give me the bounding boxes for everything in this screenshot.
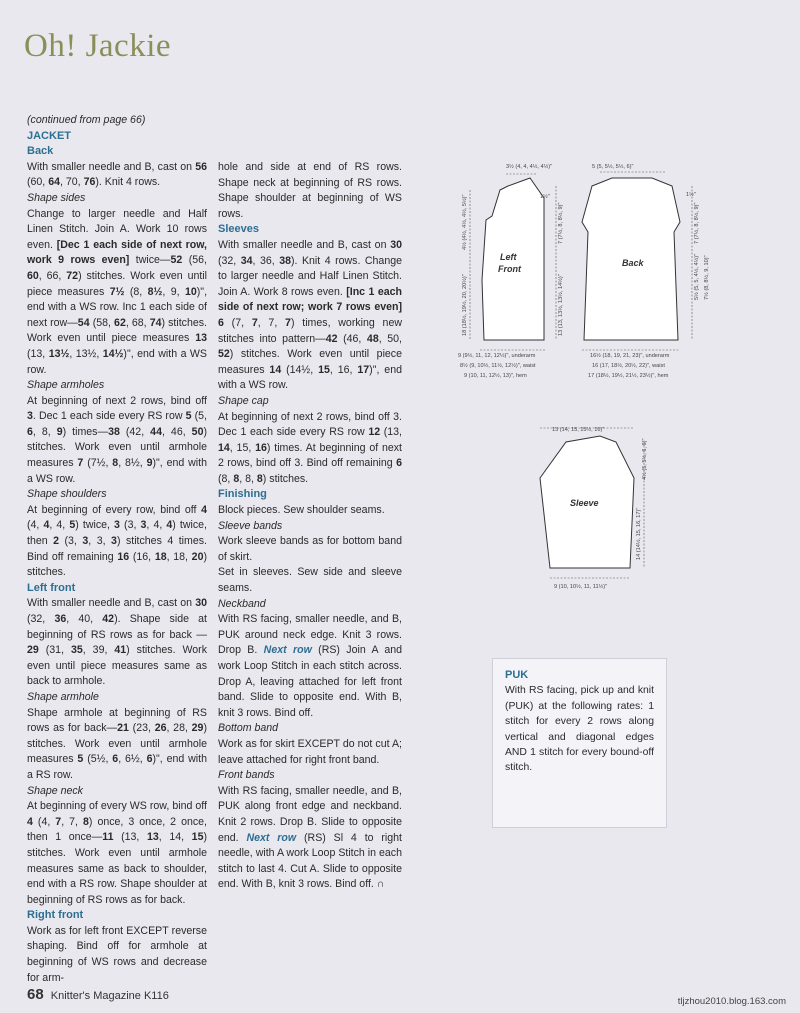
- watermark: tljzhou2010.blog.163.com: [677, 996, 786, 1007]
- bk-armhole-measure: 7 (7½, 8, 8½, 9)": [694, 202, 700, 244]
- lf-waist-measure: 8½ (9, 10½, 11½, 12½)", waist: [460, 363, 536, 369]
- section-heading-left-front: Left front: [27, 581, 76, 594]
- text-column-1: [27, 113, 207, 986]
- back-cast-on: With smaller needle and B, cast on 56 (60, 64, 70, 76). Knit 4 rows.: [27, 160, 207, 189]
- sv-length-measure: 14 (14½, 15, 16, 17)": [636, 507, 642, 560]
- puk-body: With RS facing, pick up and knit (PUK) at the following rates: 1 stitch for every 2 rows along vertical and diagonal edges AND 1 stitch for every bound-off stitch.: [505, 685, 654, 774]
- schematic-svg: [440, 150, 800, 610]
- section-heading-jacket: JACKET: [27, 129, 72, 142]
- front-bands-text: With RS facing, smaller needle, and B, PUK along front edge and neckband. Knit 2 rows. Drop B. Slide to opposite end. Next row (RS) Sl 4 to right needle, with A work Loop Stitch in each stitch to last 4. Cut A. Slide to opposite end. With B, knit 3 rows. Bind off. ∩: [218, 784, 402, 891]
- subheading-shape-armhole: Shape armhole: [27, 690, 99, 703]
- right-front-text: Work as for left front EXCEPT reverse shaping. Bind off for armhole at beginning of WS rows and decrease for arm-: [27, 924, 207, 984]
- sv-cap-measure: 4½ (5, 5½, 6, 6)": [642, 438, 648, 480]
- sv-bottom-measure: 9 (10, 10½, 11, 11½)": [554, 584, 608, 590]
- shape-cap-text: At beginning of next 2 rows, bind off 3. Dec 1 each side every RS row 12 (13, 14, 15, 16) times. At beginning of next 2 rows, bind off 3. Bind off remaining 6 (8, 8, 8, 8) stitches.: [218, 410, 403, 485]
- lf-length-measure: 18 (18½, 19½, 20, 20½)": [462, 274, 468, 336]
- subheading-shape-armholes: Shape armholes: [27, 379, 105, 392]
- subheading-sleeve-bands: Sleeve bands: [218, 519, 283, 532]
- bk-top-measure: 5 (5, 5½, 5½, 6)": [592, 164, 634, 170]
- subheading-shape-shoulders: Shape shoulders: [27, 488, 107, 501]
- lf-top-measure: 3½ (4, 4, 4½, 4½)": [506, 164, 553, 170]
- bottom-band-text: Work as for skirt EXCEPT do not cut A; leave attached for right front band.: [218, 737, 402, 766]
- left-front-text: With smaller needle and B, cast on 30 (32, 36, 40, 42). Shape side at beginning of RS rows as for back —29 (31, 35, 39, 41) stitches. Work even until piece measures same as back to armhole.: [27, 597, 207, 688]
- subheading-bottom-band: Bottom band: [218, 722, 279, 735]
- subheading-front-bands: Front bands: [218, 769, 275, 782]
- bk-shoulder-measure: 1½": [686, 192, 696, 198]
- bk-underarm-measure: 16½ (18, 19, 21, 23)", underarm: [590, 353, 670, 359]
- bk-length-measure: 7½ (8, 8½, 9, 10)": [704, 255, 710, 300]
- subheading-shape-neck: Shape neck: [27, 784, 83, 797]
- schematic-diagrams: [440, 150, 800, 610]
- shape-armholes-text: At beginning of next 2 rows, bind off 3. Dec 1 each side every RS row 5 (5, 6, 8, 9) times—38 (42, 44, 46, 50) stitches. Work even until armhole measures 7 (7½, 8, 8½, 9)", end with a WS row.: [27, 394, 207, 485]
- bk-waist-measure: 16 (17, 18½, 20½, 22)", waist: [592, 363, 665, 369]
- puk-info-box: [492, 658, 667, 828]
- puk-title: PUK: [505, 669, 529, 681]
- set-in-sleeves-text: Set in sleeves. Sew side and sleeve seams.: [218, 566, 402, 595]
- finishing-text: Block pieces. Sew shoulder seams.: [218, 504, 385, 517]
- continued-note: (continued from page 66): [27, 114, 146, 126]
- bk-hem-measure: 17 (18½, 19½, 21½, 23½)", hem: [588, 373, 669, 379]
- lf-underarm-measure: 9 (9½, 11, 12, 12½)", underarm: [458, 353, 536, 359]
- sv-top-measure: 13 (14, 15, 15½, 16)": [552, 427, 605, 433]
- section-heading-finishing: Finishing: [218, 488, 267, 501]
- lf-armhole-measure: 7 (7½, 8, 8½, 9)": [558, 202, 564, 244]
- shape-armhole-text: Shape armhole at beginning of RS rows as for back—21 (23, 26, 28, 29) stitches. Work even until armhole measures 5 (5½, 6, 6½, 6)", end with a RS row.: [27, 706, 207, 781]
- shape-shoulders-text: At beginning of every row, bind off 4 (4, 4, 4, 5) twice, 3 (3, 3, 4, 4) twice, then 2 (3, 3, 3, 3) stitches 4 times. Bind off remaining 16 (16, 18, 18, 20) stitches.: [27, 503, 207, 579]
- left-front-label-2: Front: [498, 264, 521, 274]
- magazine-name: Knitter's Magazine K116: [50, 990, 169, 1002]
- page-footer: [27, 986, 169, 1003]
- bk-lower-measure: 5½ (5, 5, 4½, 4½)": [694, 253, 700, 300]
- subheading-shape-cap: Shape cap: [218, 394, 269, 407]
- page-number: 68: [27, 986, 44, 1003]
- neckband-text: With RS facing, smaller needle, and B, PUK around neck edge. Knit 3 rows. Drop B. Next row (RS) Join A and work Loop Stitch in each stitch across. Drop A, leaving attached for left front band. Slide to opposite end. With B, knit 3 rows. Bind off.: [218, 613, 402, 719]
- right-front-continued: hole and side at end of RS rows. Shape neck at beginning of RS rows. Shape shoulder at beginning of WS rows.: [218, 161, 402, 220]
- subheading-shape-sides: Shape sides: [27, 191, 86, 204]
- sleeve-bands-text: Work sleeve bands as for bottom band of skirt.: [218, 535, 402, 563]
- section-heading-right-front: Right front: [27, 909, 84, 922]
- left-front-label: Left: [500, 252, 517, 262]
- sleeves-text: With smaller needle and B, cast on 30 (32, 34, 36, 38). Knit 4 rows. Change to larger needle and Half Linen Stitch. Join A. Work 8 rows even. [Inc 1 each side of next row; work 7 rows even] 6 (7, 7, 7, 7) times, working new stitches into pattern—42 (46, 48, 50, 52) stitches. Work even until piece measures 14 (14½, 15, 16, 17)", end with a WS row.: [218, 238, 402, 392]
- shape-neck-text: At beginning of every WS row, bind off 4 (4, 7, 7, 8) once, 3 once, 2 once, then 1 once—11 (13, 13, 14, 15) stitches. Work even until armhole measures same as back to shoulder, end with a RS row. Shape shoulder at beginning of RS rows as for back.: [27, 800, 208, 906]
- lf-shoulder-measure: 1½": [540, 194, 550, 200]
- sleeve-label: Sleeve: [570, 498, 599, 508]
- section-heading-back: Back: [27, 145, 54, 158]
- lf-body-measure: 13 (13, 13½, 13½, 14½)": [558, 274, 564, 336]
- lf-hem-measure: 9 (10, 11, 12½, 13)", hem: [464, 373, 527, 379]
- subheading-neckband: Neckband: [218, 597, 266, 610]
- shape-sides-text: Change to larger needle and Half Linen Stitch. Join A. Work 10 rows even. [Dec 1 each side of next row, work 9 rows even] twice—52 (56, 60, 66, 72) stitches. Work even until piece measures 7½ (8, 8½, 9, 10)", end with a WS row. Inc 1 each side of next row—54 (58, 62, 68, 74) stitches. Work even until piece measures 13 (13, 13½, 13½, 14½)", end with a WS row.: [27, 207, 208, 376]
- lf-neck-measure: 4½ (4½, 4½, 4½, 5½)": [462, 194, 468, 250]
- text-column-2: [218, 160, 402, 893]
- page-title: Oh! Jackie: [24, 28, 172, 64]
- section-heading-sleeves: Sleeves: [218, 223, 259, 236]
- back-label: Back: [622, 258, 644, 268]
